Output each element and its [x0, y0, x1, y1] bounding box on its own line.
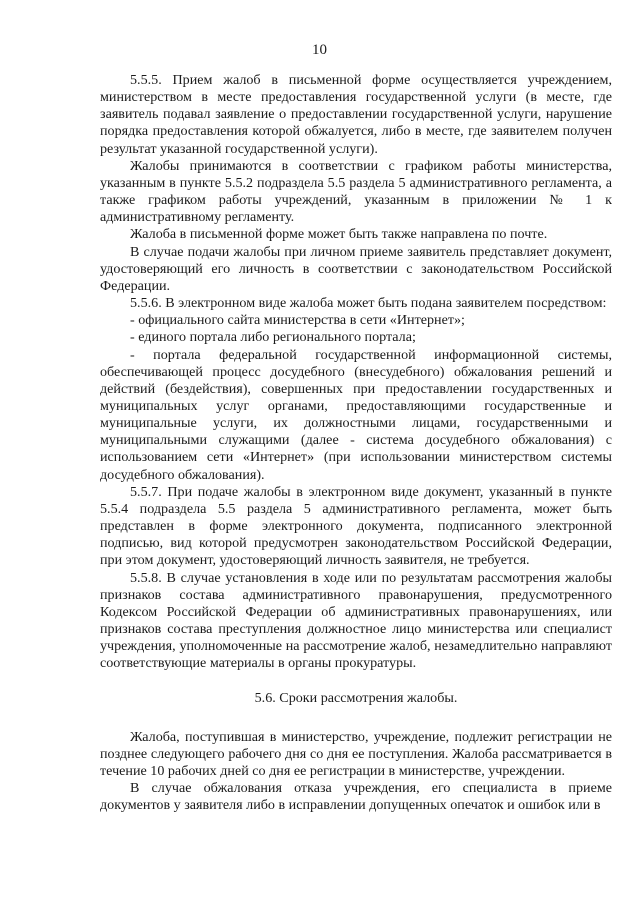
list-item-official-site: - официального сайта министерства в сети «Интернет»; — [130, 312, 465, 329]
paragraph-5-5-8: 5.5.8. В случае установления в ходе или по результатам рассмотрения жалобы признаков состава административного правонарушения, предусмотренного Кодексом Российской Федерации об административных правонарушениях, или признаков состава преступления должностное лицо министерства или специалист учреждения, уполномоченные на рассмотрение жалоб, незамедлительно направляют соответствующие материалы в органы прокуратуры. — [100, 569, 612, 672]
paragraph-5-5-5: 5.5.5. Прием жалоб в письменной форме осуществляется учреждением, министерством в месте предоставления государственной услуги (в месте, где заявитель подавал заявление о предоставлении государственной услуги, нарушение порядка предоставления которой обжалуется, либо в месте, где заявителем получен результат указанной государственной услуги). — [100, 72, 612, 157]
paragraph-5-5-7: 5.5.7. При подаче жалобы в электронном виде документ, указанный в пункте 5.5.4 подраздела 5.5 раздела 5 административного регламента, может быть представлен в форме электронного документа, подписанного электронной подписью, вид которой предусмотрен законодательством Российской Федерации, при этом документ, удостоверяющий личность заявителя, не требуется. — [100, 483, 612, 569]
paragraph-personal-reception: В случае подачи жалобы при личном приеме заявитель представляет документ, удостоверяющий его личность в соответствии с законодательством Российской Федерации. — [100, 243, 612, 294]
paragraph-schedule: Жалобы принимаются в соответствии с графиком работы министерства, указанным в пункте 5.5.2 подраздела 5.5 раздела 5 административного регламента, а также графиком работы учреждений, указанным в приложении № 1 к административному регламенту. — [100, 157, 612, 226]
paragraph-mail: Жалоба в письменной форме может быть также направлена по почте. — [130, 226, 548, 243]
paragraph-5-5-6: 5.5.6. В электронном виде жалоба может быть подана заявителем посредством: — [130, 295, 607, 312]
paragraph-refusal-appeal: В случае обжалования отказа учреждения, его специалиста в приеме документов у заявителя либо в исправлении допущенных опечаток и ошибок или в — [100, 780, 612, 814]
list-item-federal-portal: - портала федеральной государственной информационной системы, обеспечивающей процесс досудебного (внесудебного) обжалования решений и действий (бездействия), совершенных при предоставлении государственных и муниципальных услуг органами, предоставляющими государственные и муниципальные услуги, их должностными лицами, государственными и муниципальными служащими (далее - система досудебного обжалования) с использованием сети «Интернет» (при использовании министерством системы досудебного обжалования). — [100, 346, 612, 483]
page-number: 10 — [312, 42, 327, 58]
document-body — [100, 72, 612, 814]
list-item-unified-portal: - единого портала либо регионального портала; — [130, 329, 416, 346]
paragraph-registration: Жалоба, поступившая в министерство, учреждение, подлежит регистрации не позднее следующего рабочего дня со дня ее поступления. Жалоба рассматривается в течение 10 рабочих дней со дня ее регистрации в министерстве, учреждении. — [100, 728, 612, 779]
section-heading-5-6: 5.6. Сроки рассмотрения жалобы. — [254, 690, 458, 707]
